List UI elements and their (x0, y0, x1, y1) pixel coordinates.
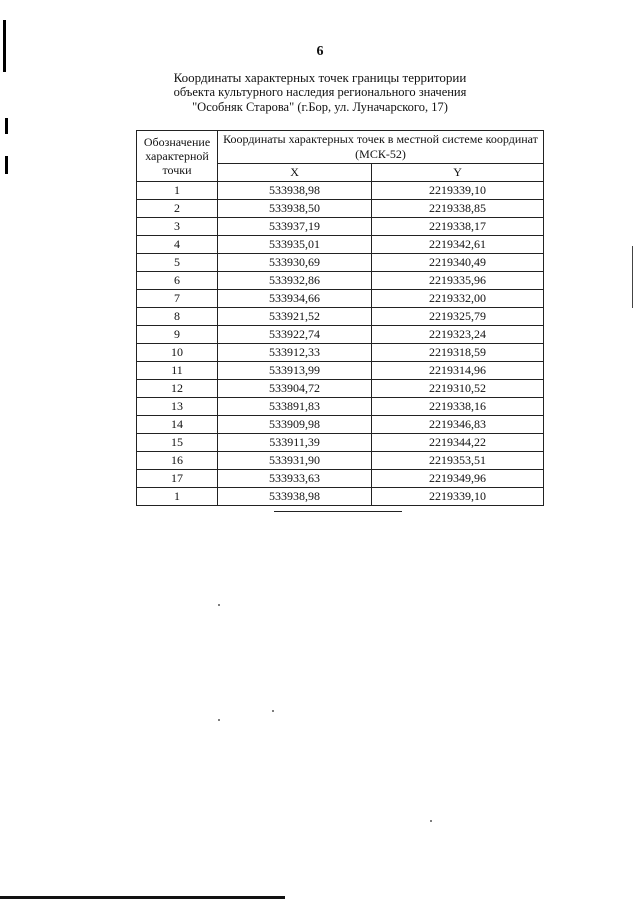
cell-point: 8 (137, 308, 218, 326)
cell-y: 2219342,61 (372, 236, 544, 254)
scan-margin-mark (5, 118, 8, 134)
cell-x: 533933,63 (218, 470, 372, 488)
end-rule (274, 511, 402, 512)
cell-y: 2219323,24 (372, 326, 544, 344)
table-row (137, 236, 544, 254)
cell-point: 7 (137, 290, 218, 308)
cell-x: 533922,74 (218, 326, 372, 344)
table-row (137, 200, 544, 218)
header-y: Y (372, 164, 544, 182)
document-title (0, 70, 640, 115)
cell-x: 533909,98 (218, 416, 372, 434)
cell-point: 15 (137, 434, 218, 452)
header-x: X (218, 164, 372, 182)
coordinates-table (136, 130, 544, 506)
cell-x: 533938,98 (218, 182, 372, 200)
cell-x: 533937,19 (218, 218, 372, 236)
scan-speck (218, 719, 220, 721)
table-row (137, 218, 544, 236)
cell-point: 11 (137, 362, 218, 380)
cell-x: 533930,69 (218, 254, 372, 272)
table-row (137, 326, 544, 344)
cell-y: 2219339,10 (372, 488, 544, 506)
cell-x: 533935,01 (218, 236, 372, 254)
scan-margin-mark (5, 156, 8, 174)
cell-y: 2219349,96 (372, 470, 544, 488)
scan-margin-mark (632, 246, 633, 308)
cell-x: 533931,90 (218, 452, 372, 470)
cell-x: 533938,50 (218, 200, 372, 218)
cell-point: 12 (137, 380, 218, 398)
table-row (137, 452, 544, 470)
cell-y: 2219344,22 (372, 434, 544, 452)
table-row (137, 488, 544, 506)
table-row (137, 416, 544, 434)
scan-bottom-edge (0, 896, 285, 899)
table-row (137, 254, 544, 272)
cell-y: 2219338,16 (372, 398, 544, 416)
cell-point: 17 (137, 470, 218, 488)
cell-x: 533912,33 (218, 344, 372, 362)
cell-x: 533913,99 (218, 362, 372, 380)
header-coordinates: Координаты характерных точек в местной системе координат (МСК-52) (218, 131, 544, 164)
cell-y: 2219335,96 (372, 272, 544, 290)
cell-y: 2219346,83 (372, 416, 544, 434)
page-number: 6 (316, 44, 324, 59)
cell-y: 2219339,10 (372, 182, 544, 200)
cell-x: 533932,86 (218, 272, 372, 290)
cell-y: 2219325,79 (372, 308, 544, 326)
cell-point: 14 (137, 416, 218, 434)
title-line-2: объекта культурного наследия регионального значения (173, 85, 467, 99)
cell-y: 2219340,49 (372, 254, 544, 272)
table-row (137, 290, 544, 308)
cell-y: 2219314,96 (372, 362, 544, 380)
cell-point: 1 (137, 182, 218, 200)
cell-x: 533904,72 (218, 380, 372, 398)
cell-y: 2219310,52 (372, 380, 544, 398)
cell-x: 533934,66 (218, 290, 372, 308)
table-row (137, 308, 544, 326)
cell-y: 2219318,59 (372, 344, 544, 362)
table-row (137, 380, 544, 398)
table-row (137, 398, 544, 416)
cell-point: 1 (137, 488, 218, 506)
cell-point: 13 (137, 398, 218, 416)
cell-point: 16 (137, 452, 218, 470)
cell-point: 10 (137, 344, 218, 362)
cell-point: 6 (137, 272, 218, 290)
cell-point: 2 (137, 200, 218, 218)
cell-x: 533911,39 (218, 434, 372, 452)
header-point-designation: Обозначение характерной точки (137, 131, 218, 182)
scan-speck (218, 604, 220, 606)
cell-point: 5 (137, 254, 218, 272)
scan-speck (272, 710, 274, 712)
cell-x: 533938,98 (218, 488, 372, 506)
cell-point: 3 (137, 218, 218, 236)
table-row (137, 344, 544, 362)
table-row (137, 470, 544, 488)
title-line-1: Координаты характерных точек границы территории (173, 70, 467, 85)
cell-point: 9 (137, 326, 218, 344)
scan-speck (430, 820, 432, 822)
cell-point: 4 (137, 236, 218, 254)
cell-x: 533891,83 (218, 398, 372, 416)
table-row (137, 272, 544, 290)
cell-y: 2219338,17 (372, 218, 544, 236)
cell-y: 2219338,85 (372, 200, 544, 218)
table-row (137, 434, 544, 452)
cell-y: 2219332,00 (372, 290, 544, 308)
table-row (137, 182, 544, 200)
table-row (137, 362, 544, 380)
cell-x: 533921,52 (218, 308, 372, 326)
table-body (137, 182, 544, 506)
cell-y: 2219353,51 (372, 452, 544, 470)
title-line-3: "Особняк Старова" (г.Бор, ул. Луначарского, 17) (192, 100, 448, 114)
